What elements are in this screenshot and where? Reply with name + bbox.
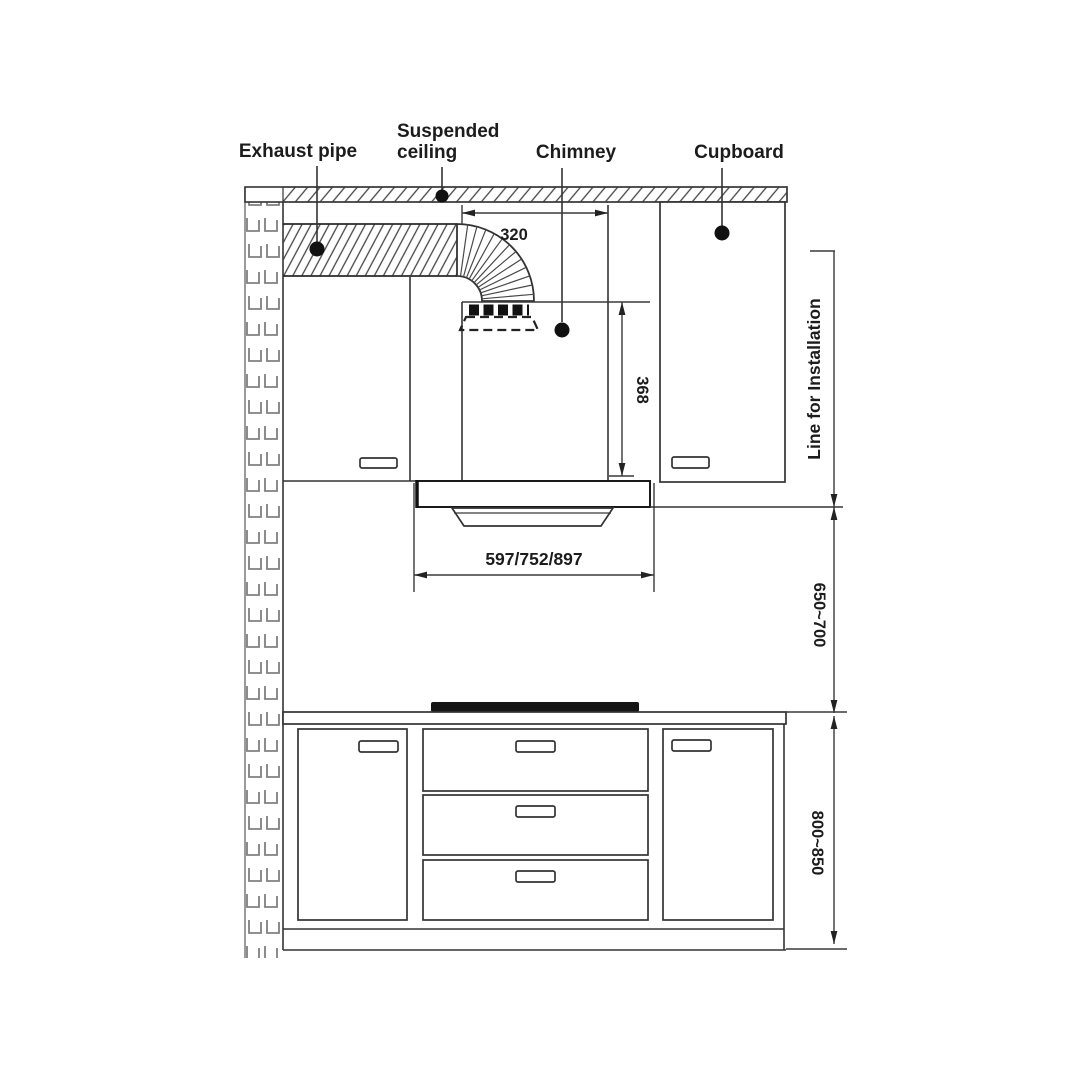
dim-width-value: 597/752/897	[485, 549, 583, 569]
dim-800-arrow-top	[831, 716, 838, 729]
cupboard-unit	[660, 202, 785, 482]
exhaust-pipe-dot	[310, 242, 325, 257]
duct-connector-dashed-outline	[460, 317, 538, 330]
hood-body	[417, 481, 650, 507]
drawer-1-handle	[516, 741, 555, 752]
base-right-door-handle	[672, 740, 711, 751]
hood-lamp-panel	[452, 508, 613, 526]
installation-line-label: Line for Installation	[804, 298, 824, 460]
countertop	[283, 712, 786, 724]
drawer-1	[423, 729, 648, 791]
dimension-counter-height	[786, 716, 847, 949]
base-left-door-handle	[359, 741, 398, 752]
chimney-label: Chimney	[535, 142, 617, 163]
drawer-3-handle	[516, 871, 555, 882]
upper-left-cabinet-handle	[360, 458, 397, 468]
suspended-ceiling-label-line2: ceiling	[397, 142, 458, 163]
suspended-ceiling-label-line1: Suspended	[397, 121, 500, 142]
dim-width-arrow-right	[641, 572, 654, 579]
dim-800-value: 800~850	[808, 810, 826, 876]
base-right-door	[663, 729, 773, 920]
chimney-dot	[555, 323, 570, 338]
upper-left-cabinet	[283, 277, 417, 481]
cupboard-dot	[715, 226, 730, 241]
brick-wall	[245, 187, 283, 958]
dimension-chimney-height	[609, 302, 651, 476]
dim-800-arrow-bottom	[831, 931, 838, 944]
cupboard-box	[660, 202, 785, 482]
dim-320-arrow-right	[595, 210, 608, 217]
cupboard-label: Cupboard	[694, 142, 784, 163]
ceiling-hatch	[283, 187, 787, 202]
suspended-ceiling-dot	[436, 190, 449, 203]
suspended-ceiling	[245, 187, 787, 202]
install-arrow-bottom	[831, 494, 838, 507]
dim-650-arrow-bottom	[831, 700, 838, 713]
base-left-door	[298, 729, 407, 920]
dimension-hood-to-counter	[786, 507, 847, 713]
chimney-hood	[417, 480, 650, 526]
dim-650-value: 650~700	[810, 582, 828, 648]
drawer-2-handle	[516, 806, 555, 817]
dim-368-arrow-bottom	[619, 463, 626, 476]
dim-320-arrow-left	[462, 210, 475, 217]
drawer-3	[423, 860, 648, 920]
cupboard-handle	[672, 457, 709, 468]
dim-368-arrow-top	[619, 302, 626, 315]
exhaust-pipe-label: Exhaust pipe	[238, 141, 358, 162]
dim-width-arrow-left	[414, 572, 427, 579]
exhaust-duct-hatch	[283, 224, 457, 276]
base-unit	[283, 702, 786, 950]
dim-320-value: 320	[500, 226, 528, 244]
dim-368-value: 368	[633, 376, 651, 404]
exhaust-pipe	[283, 224, 534, 301]
cooktop	[431, 702, 639, 712]
dim-650-arrow-top	[831, 507, 838, 520]
drawer-2	[423, 795, 648, 855]
brick-wall-pattern	[245, 187, 283, 958]
